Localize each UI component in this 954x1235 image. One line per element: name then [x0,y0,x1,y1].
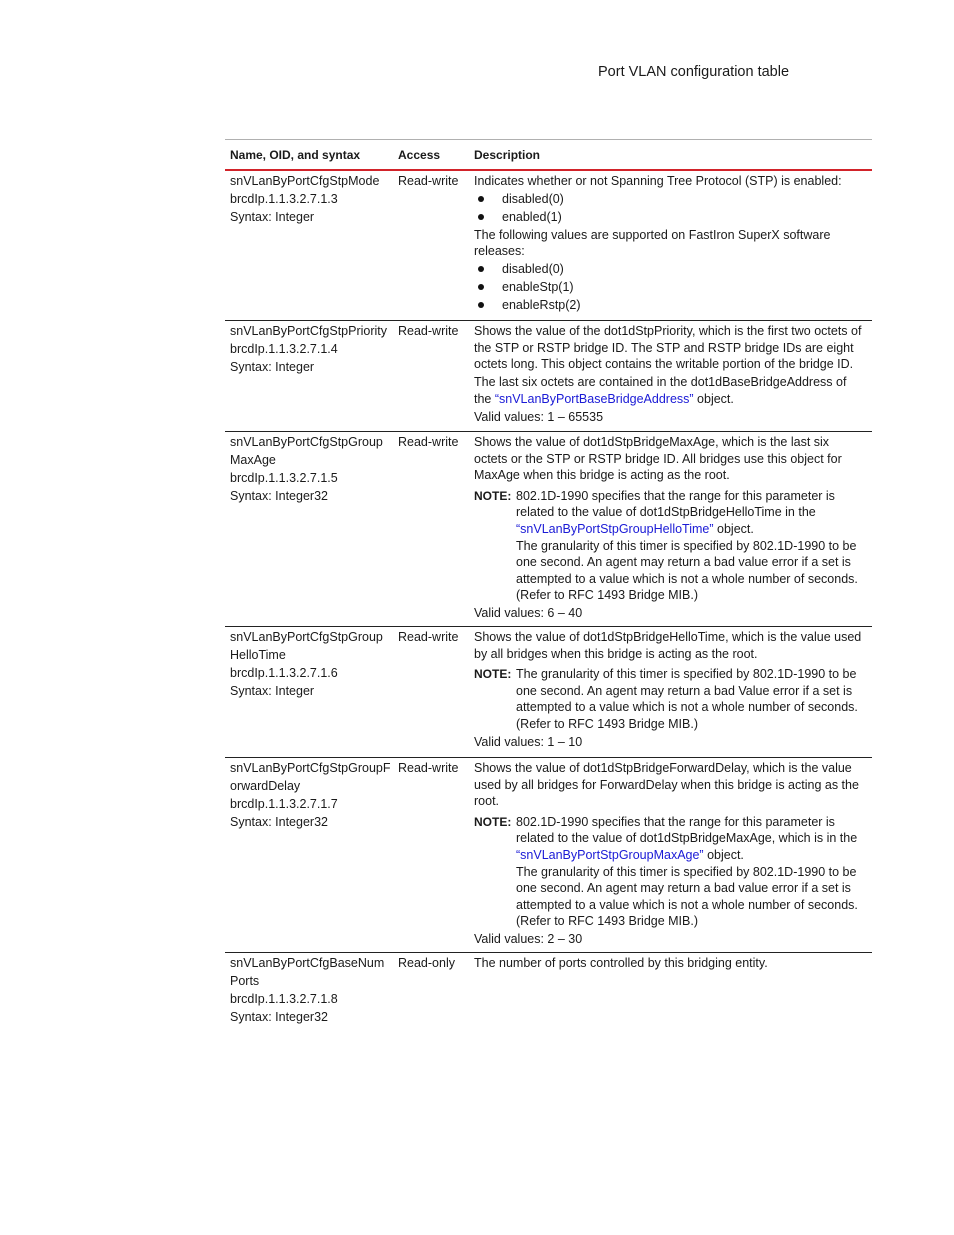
note-text: The granularity of this timer is specified by 802.1D-1990 to be one second. An agent may return a bad value error if a set is attempted to a value which is not a whole number of seconds. (Refer to RFC 1493 Bridge MIB.) [516,864,858,929]
note-text: The granularity of this timer is specified by 802.1D-1990 to be one second. An agent may return a bad Value error if a set is attempted to a value which is not a whole number of seconds. (Refer to RFC 1493 Bridge MIB.) [516,667,858,731]
object-syntax: Syntax: Integer [230,209,315,224]
object-name-cell [225,628,394,757]
table-row [225,758,872,953]
description-cell [469,433,872,626]
object-name: snVLanByPortCfgBaseNum [230,956,385,970]
access-cell: Read-write [398,174,459,188]
column-header-access: Access [398,147,441,162]
object-name: snVLanByPortCfgStpGroup [230,435,383,449]
table-row [225,171,872,321]
description-text: Shows the value of dot1dStpBridgeHelloTime, which is the value used by all bridges when this bridge is acting as the root. [474,630,862,661]
text-fragment: The last six octets are contained in the dot1dBaseBridgeAddress of the [474,375,847,406]
object-name-cell [225,172,394,320]
list-item: enabled(1) [474,209,864,226]
text-fragment: object. [693,391,734,406]
note-block [474,488,864,604]
table-row [225,627,872,758]
mib-object-table [225,139,872,1033]
value-list [474,191,864,226]
object-name-cell [225,322,394,431]
description-text: Indicates whether or not Spanning Tree Protocol (STP) is enabled: [474,174,842,188]
object-name-continued: Ports [230,973,260,988]
object-name-continued: MaxAge [230,452,276,467]
note-text: The granularity of this timer is specified by 802.1D-1990 to be one second. An agent may return a bad value error if a set is attempted to a value which is not a whole number of seconds. (Refer to RFC 1493 Bridge MIB.) [516,538,858,603]
valid-values: Valid values: 6 – 40 [474,606,583,621]
description-cell [469,954,872,1033]
description-cell [469,759,872,952]
valid-values: Valid values: 1 – 65535 [474,409,604,424]
cross-reference-link[interactable]: “snVLanByPortStpGroupMaxAge” [516,847,704,862]
object-name: snVLanByPortCfgStpGroupF [230,761,391,775]
access-cell: Read-write [398,761,459,775]
note-label: NOTE: [474,667,512,682]
note-label: NOTE: [474,488,512,503]
object-oid: brcdIp.1.1.3.2.7.1.8 [230,991,338,1006]
object-oid: brcdIp.1.1.3.2.7.1.7 [230,796,338,811]
object-name: snVLanByPortCfgStpGroup [230,630,383,644]
object-syntax: Syntax: Integer32 [230,1009,328,1024]
access-cell: Read-write [398,324,459,338]
note-body [516,666,864,732]
cross-reference-link[interactable]: “snVLanByPortStpGroupHelloTime” [516,521,714,536]
text-fragment: 802.1D-1990 specifies that the range for this parameter is related to the value of dot1dStpBridgeMaxAge, which is in the [516,814,858,846]
description-text: Shows the value of dot1dStpBridgeMaxAge, which is the last six octets or the STP or RSTP bridge ID. All bridges use this object for MaxAge when this bridge is acting as the root. [474,435,842,483]
text-fragment: 802.1D-1990 specifies that the range for this parameter is related to the value of dot1dStpBridgeHelloTime in the [516,488,835,520]
value-list [474,261,864,314]
description-text: The number of ports controlled by this bridging entity. [474,956,768,970]
description-cell [469,172,872,320]
table-row [225,432,872,627]
table-row [225,953,872,1033]
list-item: disabled(0) [474,191,864,208]
object-oid: brcdIp.1.1.3.2.7.1.4 [230,341,338,356]
valid-values: Valid values: 1 – 10 [474,734,583,749]
note-body [516,488,864,604]
object-oid: brcdIp.1.1.3.2.7.1.5 [230,470,338,485]
object-syntax: Syntax: Integer [230,683,315,698]
access-cell: Read-write [398,435,459,449]
text-fragment: object. [703,847,744,862]
object-name-continued: orwardDelay [230,778,301,793]
description-cell [469,628,872,757]
description-text: Shows the value of the dot1dStpPriority, which is the first two octets of the STP or RSTP bridge ID. The STP and RSTP bridge IDs are eight octets long. This object contains the writable portion of the bridge ID. [474,324,862,372]
object-syntax: Syntax: Integer [230,359,315,374]
valid-values: Valid values: 2 – 30 [474,932,583,947]
access-cell: Read-write [398,630,459,644]
description-text: Shows the value of dot1dStpBridgeForwardDelay, which is the value used by all bridges for ForwardDelay when this bridge is acting as the root. [474,761,859,809]
description-text [474,374,864,407]
text-fragment: object. [713,521,754,536]
object-name-cell [225,433,394,626]
cross-reference-link[interactable]: “snVLanByPortBaseBridgeAddress” [494,391,694,406]
note-text [516,814,864,864]
object-name-continued: HelloTime [230,647,286,662]
object-name: snVLanByPortCfgStpPriority [230,324,388,338]
note-body [516,814,864,930]
object-syntax: Syntax: Integer32 [230,488,328,503]
object-oid: brcdIp.1.1.3.2.7.1.3 [230,191,338,206]
object-name: snVLanByPortCfgStpMode [230,174,380,188]
object-name-cell [225,954,394,1033]
object-oid: brcdIp.1.1.3.2.7.1.6 [230,665,338,680]
object-name-cell [225,759,394,952]
access-cell: Read-only [398,956,455,970]
column-header-description: Description [474,147,541,162]
list-item: enableStp(1) [474,279,864,296]
description-cell [469,322,872,431]
table-row [225,321,872,432]
object-syntax: Syntax: Integer32 [230,814,328,829]
description-text: The following values are supported on FastIron SuperX software releases: [474,227,831,259]
page-header-title: Port VLAN configuration table [598,64,790,80]
list-item: enableRstp(2) [474,297,864,314]
list-item: disabled(0) [474,261,864,278]
column-header-name: Name, OID, and syntax [230,147,361,162]
note-label: NOTE: [474,814,512,829]
note-block [474,666,864,732]
note-text [516,488,864,538]
note-block [474,814,864,930]
table-header-row [225,140,872,171]
